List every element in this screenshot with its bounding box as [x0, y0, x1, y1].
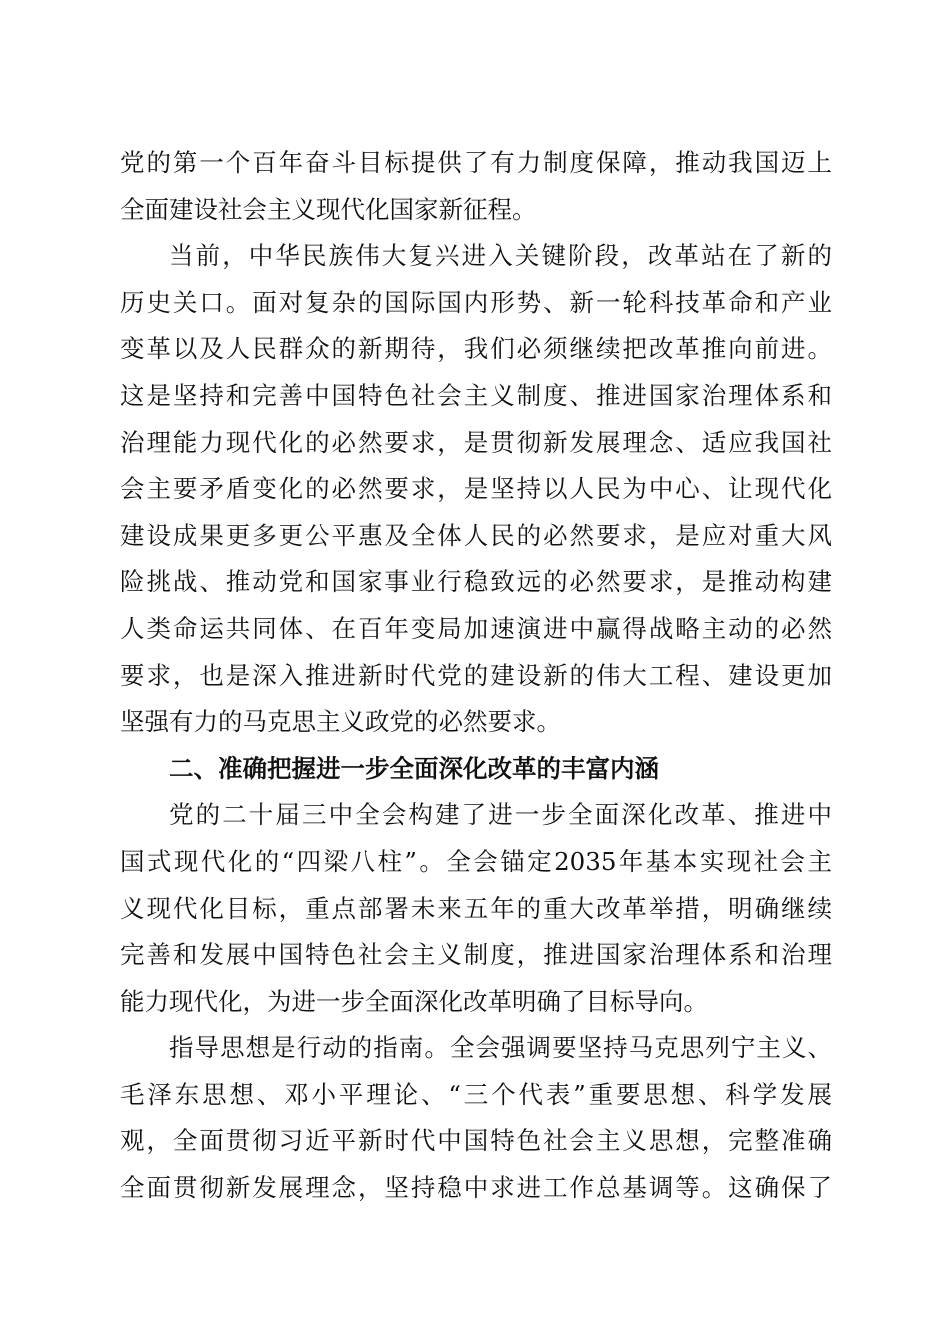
text-line: 治理能力现代化的必然要求，是贯彻新发展理念、适应我国社	[120, 427, 832, 457]
text-line: 险挑战、推动党和国家事业行稳致远的必然要求，是推动构建	[120, 567, 832, 597]
text-line: 要求，也是深入推进新时代党的建设新的伟大工程、建设更加	[120, 660, 832, 690]
text-line: 变革以及人民群众的新期待，我们必须继续把改革推向前进。	[120, 334, 832, 364]
section-heading: 二、准确把握进一步全面深化改革的丰富内涵	[169, 753, 659, 783]
text-line: 历史关口。面对复杂的国际国内形势、新一轮科技革命和产业	[120, 287, 832, 317]
text-line: 坚强有力的马克思主义政党的必然要求。	[120, 707, 561, 737]
text-line: 党的第一个百年奋斗目标提供了有力制度保障，推动我国迈上	[120, 148, 832, 177]
text-line: 党的二十届三中全会构建了进一步全面深化改革、推进中	[169, 800, 832, 830]
text-line: 指导思想是行动的指南。全会强调要坚持马克思列宁主义、	[169, 1033, 832, 1063]
text-line: 会主要矛盾变化的必然要求，是坚持以人民为中心、让现代化	[120, 474, 832, 504]
text-line: 这是坚持和完善中国特色社会主义制度、推进国家治理体系和	[120, 380, 832, 410]
document-body	[120, 140, 832, 1212]
text-line: 毛泽东思想、邓小平理论、“三个代表”重要思想、科学发展	[120, 1079, 832, 1109]
text-line: 观，全面贯彻习近平新时代中国特色社会主义思想，完整准确	[120, 1126, 832, 1156]
text-line: 当前，中华民族伟大复兴进入关键阶段，改革站在了新的	[169, 241, 832, 271]
text-line: 全面贯彻新发展理念，坚持稳中求进工作总基调等。这确保了	[120, 1173, 832, 1203]
text-line: 完善和发展中国特色社会主义制度，推进国家治理体系和治理	[120, 940, 832, 970]
text-line: 能力现代化，为进一步全面深化改革明确了目标导向。	[120, 986, 708, 1016]
text-line: 全面建设社会主义现代化国家新征程。	[120, 194, 537, 224]
text-line: 义现代化目标，重点部署未来五年的重大改革举措，明确继续	[120, 893, 832, 923]
text-line: 建设成果更多更公平惠及全体人民的必然要求，是应对重大风	[120, 520, 832, 550]
text-line: 人类命运共同体、在百年变局加速演进中赢得战略主动的必然	[120, 613, 832, 643]
text-line: 国式现代化的“四梁八柱”。全会锚定2035年基本实现社会主	[120, 846, 832, 876]
